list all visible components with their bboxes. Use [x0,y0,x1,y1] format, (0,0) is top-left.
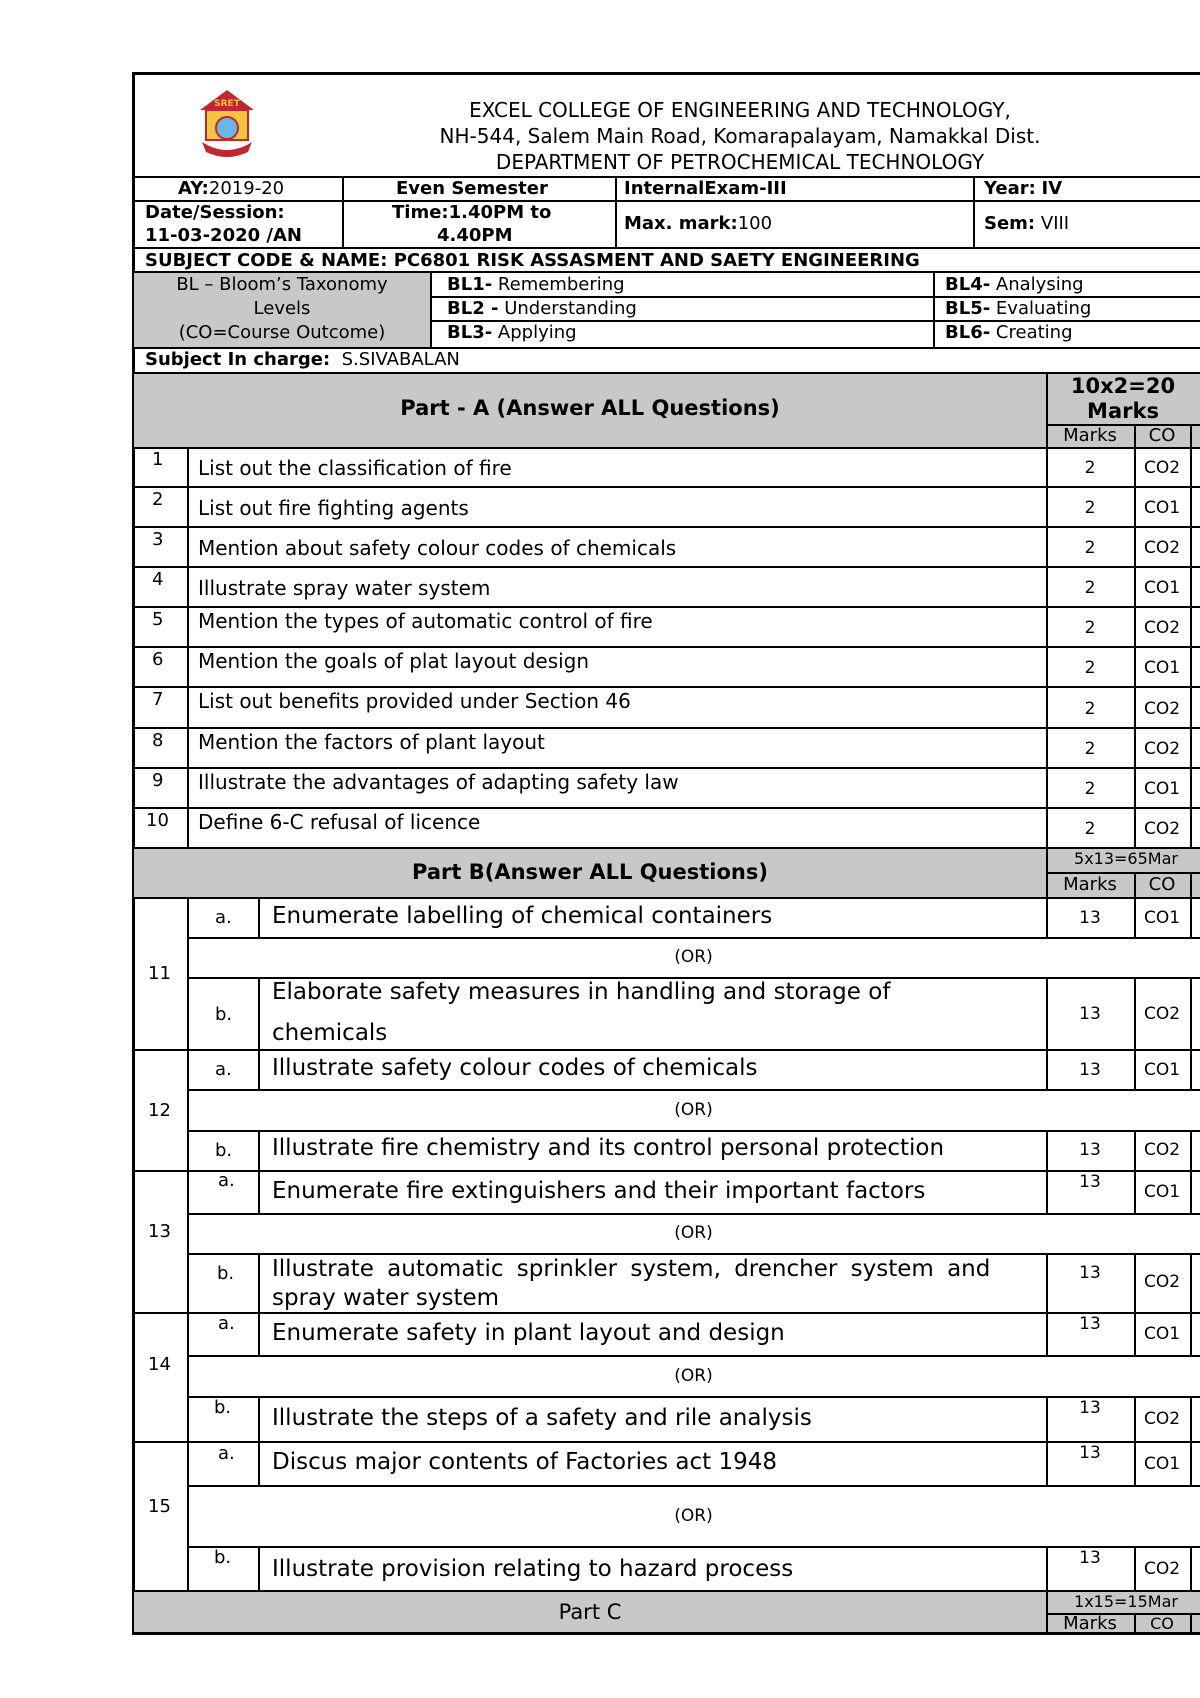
q-co: CO2 [1143,458,1181,478]
option-b-text-cont: spray water system [272,1285,500,1311]
subject-incharge: Subject In charge: S.SIVABALAN [145,349,460,370]
option-a-label: a. [215,1059,232,1080]
bloom-title-1: BL – Bloom’s Taxonomy [176,274,388,295]
bloom-level-1: BL1- Remembering [447,274,625,295]
q-number: 5 [152,609,164,630]
part-b-total: 5x13=65Mar [1074,849,1178,868]
q-number: 14 [148,1354,171,1375]
part-a-marks-header: Marks [1063,425,1117,446]
bloom-level-6: BL6- Creating [945,322,1073,343]
option-b-marks: 13 [1079,1140,1101,1160]
q-co: CO2 [1143,699,1181,719]
q-number: 7 [152,689,164,710]
option-a-text: Illustrate safety colour codes of chemicals [272,1055,758,1081]
q-marks: 2 [1084,538,1096,558]
option-a-text: Discus major contents of Factories act 1948 [272,1449,778,1475]
q-number: 1 [152,449,164,470]
q-number: 3 [152,529,164,550]
option-b-label: b. [214,1547,232,1568]
q-text: Illustrate the advantages of adapting safety law [198,770,679,794]
option-a-marks: 13 [1079,1060,1101,1080]
option-b-text: Illustrate fire chemistry and its control personal protection [272,1135,945,1161]
subject-code-name: SUBJECT CODE & NAME: PC6801 RISK ASSASMENT AND SAETY ENGINEERING [145,250,920,271]
q-number: 11 [148,963,171,984]
q-number: 12 [148,1100,171,1121]
part-b-title: Part B(Answer ALL Questions) [412,860,768,884]
q-co: CO1 [1143,658,1181,678]
time-end: 4.40PM [437,225,513,246]
q-marks: 2 [1084,699,1096,719]
option-a-co: CO1 [1143,1324,1181,1344]
option-b-marks: 13 [1079,1398,1101,1418]
option-a-text: Enumerate safety in plant layout and design [272,1320,785,1346]
max-mark: Max. mark:100 [624,213,773,234]
q-marks: 2 [1084,819,1096,839]
part-c-total: 1x15=15Mar [1074,1592,1178,1611]
option-a-text: Enumerate fire extinguishers and their important factors [272,1178,926,1204]
q-text: List out benefits provided under Section 46 [198,689,631,713]
part-a-total-unit: Marks [1087,399,1159,423]
option-b-text: Illustrate provision relating to hazard process [272,1556,794,1582]
q-number: 13 [148,1221,171,1242]
part-c-title: Part C [558,1600,622,1624]
option-a-marks: 13 [1079,1443,1101,1463]
date-label: Date/Session: [145,202,285,223]
option-b-label: b. [215,1140,233,1161]
q-co: CO2 [1143,739,1181,759]
part-a-co-header: CO [1148,425,1176,446]
option-b-label: b. [214,1397,232,1418]
q-number: 10 [146,810,169,831]
time: Time:1.40PM to [392,202,552,223]
option-a-marks: 13 [1079,1172,1101,1192]
sem: Sem: VIII [984,213,1070,234]
q-marks: 2 [1084,578,1096,598]
year: Year: IV [984,178,1063,199]
part-b-co-header: CO [1148,874,1176,895]
q-marks: 2 [1084,458,1096,478]
college-address: NH-544, Salem Main Road, Komarapalayam, Namakkal Dist. [439,124,1041,148]
q-co: CO2 [1143,538,1181,558]
option-b-text: Illustrate automatic sprinkler system, drencher system and [272,1256,991,1282]
or-separator: (OR) [674,947,713,967]
q-number: 8 [152,730,164,751]
option-a-co: CO1 [1143,908,1181,928]
option-b-label: b. [217,1263,235,1284]
q-number: 15 [148,1496,171,1517]
q-co: CO1 [1143,578,1181,598]
department-name: DEPARTMENT OF PETROCHEMICAL TECHNOLOGY [495,150,985,174]
option-b-text-cont: chemicals [272,1020,388,1046]
option-a-label: a. [218,1443,235,1464]
option-b-text: Elaborate safety measures in handling and storage of [272,979,891,1005]
college-logo [196,88,258,160]
date-value: 11-03-2020 /AN [145,225,302,246]
option-b-text: Illustrate the steps of a safety and rile analysis [272,1405,812,1431]
option-b-marks: 13 [1079,1004,1101,1024]
option-a-text: Enumerate labelling of chemical containers [272,903,773,929]
option-a-label: a. [218,1313,235,1334]
option-a-co: CO1 [1143,1454,1181,1474]
q-text: List out the classification of fire [198,456,512,480]
q-marks: 2 [1084,498,1096,518]
q-co: CO1 [1143,779,1181,799]
q-marks: 2 [1084,739,1096,759]
q-co: CO1 [1143,498,1181,518]
academic-year: AY:2019-20 [178,178,285,199]
q-marks: 2 [1084,779,1096,799]
option-a-marks: 13 [1079,908,1101,928]
option-a-marks: 13 [1079,1314,1101,1334]
q-co: CO2 [1143,618,1181,638]
option-b-marks: 13 [1079,1263,1101,1283]
q-text: Mention about safety colour codes of chemicals [198,536,677,560]
option-b-co: CO2 [1143,1140,1181,1160]
bloom-level-2: BL2 - Understanding [447,298,637,319]
q-text: Mention the types of automatic control of fire [198,609,653,633]
option-a-co: CO1 [1143,1060,1181,1080]
bloom-level-5: BL5- Evaluating [945,298,1092,319]
q-number: 9 [152,770,164,791]
bloom-title-3: (CO=Course Outcome) [178,322,386,343]
q-marks: 2 [1084,618,1096,638]
q-number: 6 [152,649,164,670]
part-a-title: Part - A (Answer ALL Questions) [400,396,780,420]
bloom-title-2: Levels [253,298,311,319]
part-c-co-header: CO [1150,1614,1174,1633]
q-text: Illustrate spray water system [198,576,491,600]
part-b-marks-header: Marks [1063,874,1117,895]
q-marks: 2 [1084,658,1096,678]
logo-text: SRET [214,99,240,109]
or-separator: (OR) [674,1100,713,1120]
option-b-label: b. [215,1004,233,1025]
option-a-co: CO1 [1143,1182,1181,1202]
college-name: EXCEL COLLEGE OF ENGINEERING AND TECHNOLOGY, [469,98,1011,122]
bloom-level-4: BL4- Analysing [945,274,1084,295]
or-separator: (OR) [674,1366,713,1386]
option-b-marks: 13 [1079,1548,1101,1568]
option-b-co: CO2 [1143,1272,1181,1292]
q-number: 2 [152,489,164,510]
q-text: List out fire fighting agents [198,496,469,520]
option-a-label: a. [215,907,232,928]
option-a-label: a. [218,1170,235,1191]
part-a-total: 10x2=20 [1070,374,1176,398]
part-c-marks-header: Marks [1063,1613,1117,1634]
option-b-co: CO2 [1143,1559,1181,1579]
q-co: CO2 [1143,819,1181,839]
q-text: Mention the goals of plat layout design [198,649,590,673]
option-b-co: CO2 [1143,1409,1181,1429]
exam-name: InternalExam-III [624,178,787,199]
option-b-co: CO2 [1143,1004,1181,1024]
bloom-level-3: BL3- Applying [447,322,577,343]
or-separator: (OR) [674,1223,713,1243]
semester-type: Even Semester [396,178,548,199]
q-number: 4 [152,569,164,590]
or-separator: (OR) [674,1506,713,1526]
q-text: Define 6-C refusal of licence [198,810,481,834]
q-text: Mention the factors of plant layout [198,730,545,754]
